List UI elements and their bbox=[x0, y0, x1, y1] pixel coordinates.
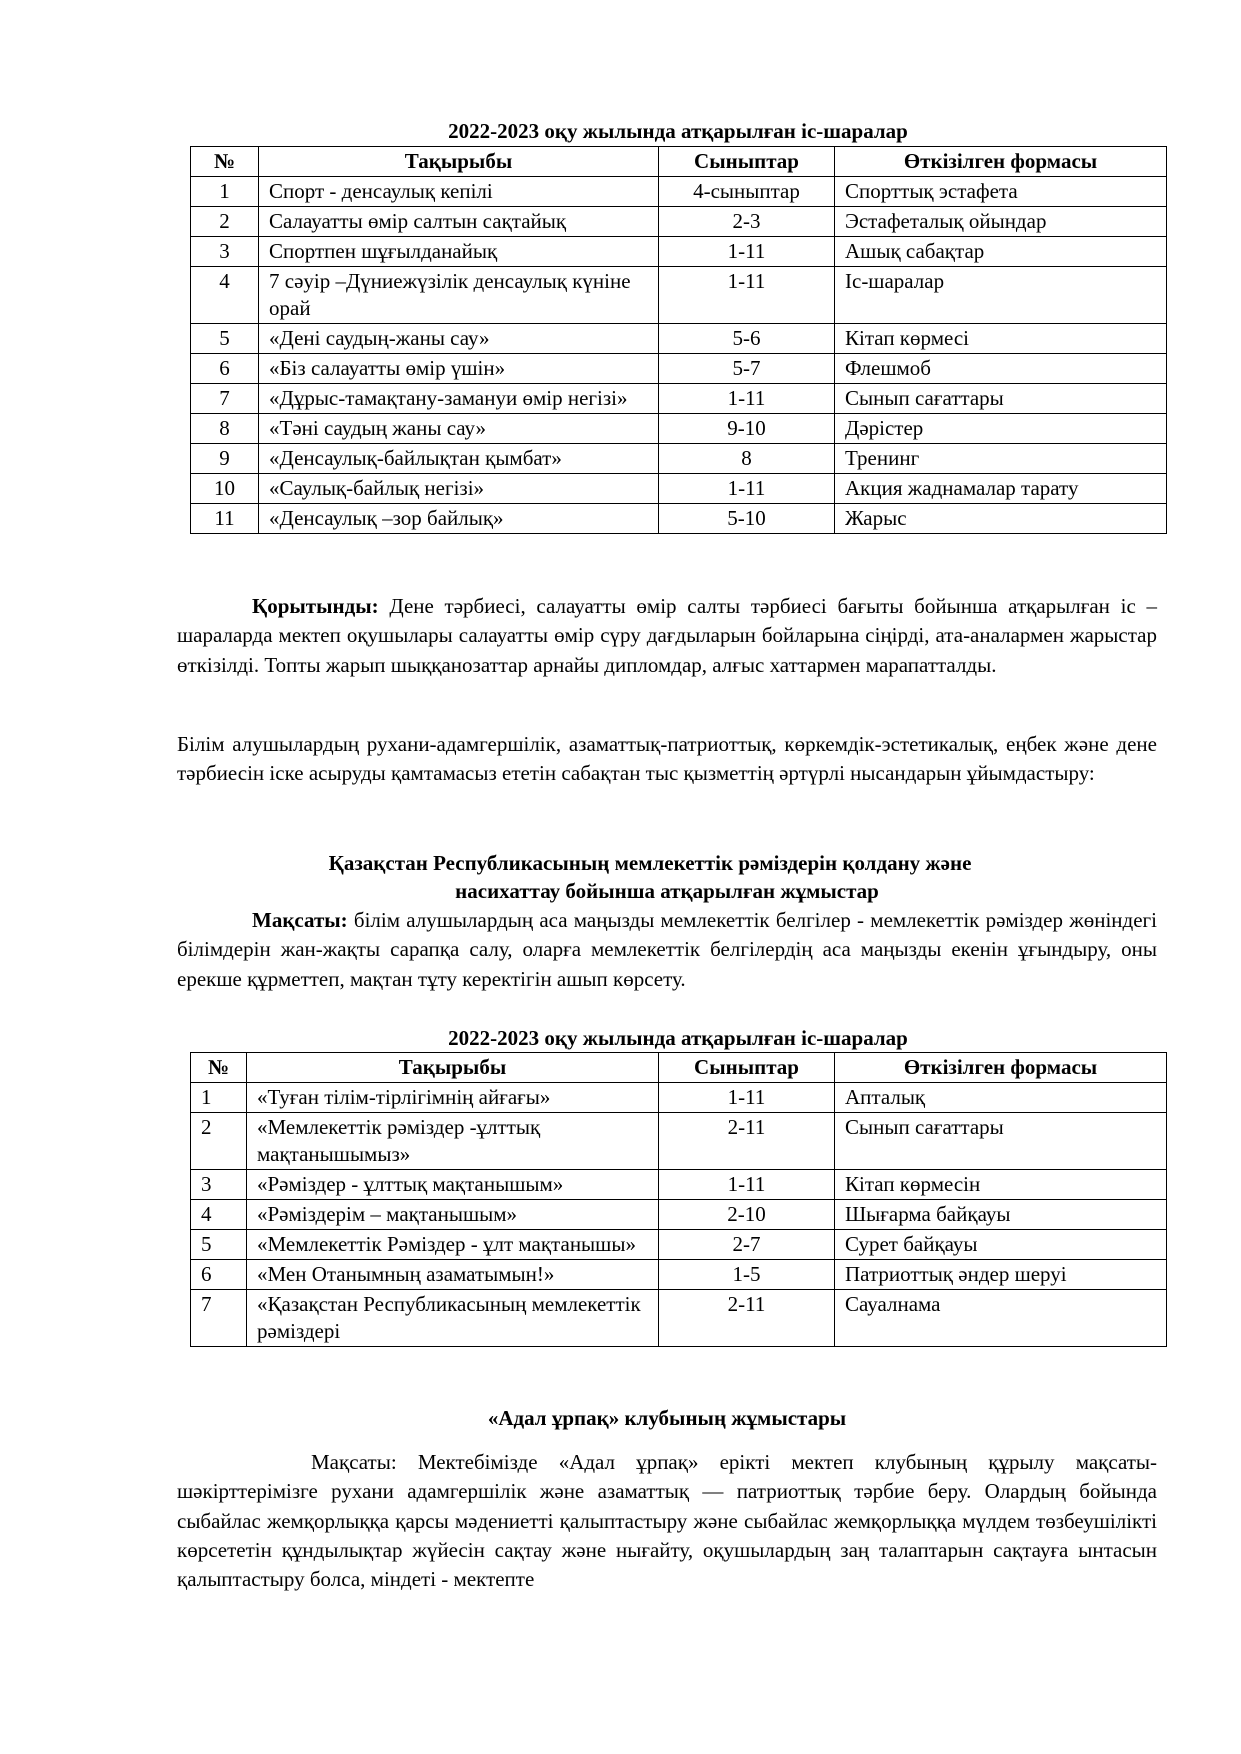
row-classes: 2-11 bbox=[659, 1290, 835, 1347]
row-form: Эстафеталық ойындар bbox=[835, 207, 1167, 237]
row-form: Акция жаднамалар тарату bbox=[835, 474, 1167, 504]
row-number: 7 bbox=[191, 1290, 247, 1347]
row-number: 11 bbox=[191, 504, 259, 534]
col-header-number: № bbox=[191, 1053, 247, 1083]
conclusion-text: Дене тәрбиесі, салауатты өмір салты тәрбиесі бағыты бойынша атқарылған іс –шараларда мектеп оқушылары салауатты өмір сүру дағдыларын бойларына сіңірді, ата-аналармен жарыстар өткізілді. Топты жарып шыққанозаттар арнайы дипломдар, алғыс хаттармен марапатталды. bbox=[177, 594, 1157, 677]
table-row bbox=[191, 1200, 1167, 1230]
row-number: 2 bbox=[191, 207, 259, 237]
table1-body bbox=[191, 177, 1167, 534]
row-topic: «Дұрыс-тамақтану-замануи өмір негізі» bbox=[259, 384, 659, 414]
row-form: Сынып сағаттары bbox=[835, 384, 1167, 414]
row-topic: «Мемлекеттік рәміздер -ұлттық мақтанышымыз» bbox=[247, 1113, 659, 1170]
row-topic: «Қазақстан Республикасының мемлекеттік рәміздері bbox=[247, 1290, 659, 1347]
table-row bbox=[191, 267, 1167, 324]
row-topic: «Мен Отанымның азаматымын!» bbox=[247, 1260, 659, 1290]
col-header-classes: Сыныптар bbox=[659, 147, 835, 177]
table-header-row bbox=[191, 147, 1167, 177]
table-row bbox=[191, 1260, 1167, 1290]
row-number: 3 bbox=[191, 237, 259, 267]
row-classes: 1-11 bbox=[659, 267, 835, 324]
row-topic: «Рәміздерім – мақтанышым» bbox=[247, 1200, 659, 1230]
row-form: Іс-шаралар bbox=[835, 267, 1167, 324]
row-topic: «Дені саудың-жаны сау» bbox=[259, 324, 659, 354]
row-topic: Салауатты өмір салтын сақтайық bbox=[259, 207, 659, 237]
row-topic: «Туған тілім-тірлігімнің айғағы» bbox=[247, 1083, 659, 1113]
row-form: Жарыс bbox=[835, 504, 1167, 534]
row-form: Дәрістер bbox=[835, 414, 1167, 444]
conclusion-label: Қорытынды: bbox=[252, 594, 379, 618]
conclusion-paragraph bbox=[177, 592, 1157, 680]
row-classes: 1-11 bbox=[659, 1170, 835, 1200]
row-number: 6 bbox=[191, 1260, 247, 1290]
symbols-goal-paragraph bbox=[177, 906, 1157, 994]
table-row bbox=[191, 474, 1167, 504]
table-row bbox=[191, 1170, 1167, 1200]
row-topic: «Тәні саудың жаны сау» bbox=[259, 414, 659, 444]
row-classes: 2-3 bbox=[659, 207, 835, 237]
events-table-health bbox=[190, 146, 1167, 534]
row-number: 3 bbox=[191, 1170, 247, 1200]
row-classes: 1-11 bbox=[659, 1083, 835, 1113]
row-form: Сурет байқауы bbox=[835, 1230, 1167, 1260]
row-form: Сынып сағаттары bbox=[835, 1113, 1167, 1170]
row-classes: 2-7 bbox=[659, 1230, 835, 1260]
goal-text: білім алушылардың аса маңызды мемлекеттік белгілер - мемлекеттік рәміздер жөніндегі білімдерін жан-жақты сарапқа салу, оларға мемлекеттік белгілердің аса маңызды екенін ұғындыру, оны ерекше құрметтеп, мақтан тұту керектігін ашып көрсету. bbox=[177, 908, 1157, 991]
row-number: 8 bbox=[191, 414, 259, 444]
row-classes: 1-5 bbox=[659, 1260, 835, 1290]
table-row bbox=[191, 207, 1167, 237]
row-number: 5 bbox=[191, 324, 259, 354]
table-row bbox=[191, 354, 1167, 384]
row-form: Спорттық эстафета bbox=[835, 177, 1167, 207]
table-row bbox=[191, 414, 1167, 444]
table-row bbox=[191, 177, 1167, 207]
row-form: Ашық сабақтар bbox=[835, 237, 1167, 267]
row-topic: «Денсаулық-байлықтан қымбат» bbox=[259, 444, 659, 474]
row-topic: «Мемлекеттік Рәміздер - ұлт мақтанышы» bbox=[247, 1230, 659, 1260]
row-number: 7 bbox=[191, 384, 259, 414]
events-table-symbols bbox=[190, 1052, 1167, 1347]
row-topic: Спортпен шұғылданайық bbox=[259, 237, 659, 267]
row-classes: 5-6 bbox=[659, 324, 835, 354]
table2-body bbox=[191, 1083, 1167, 1347]
row-topic: Спорт - денсаулық кепілі bbox=[259, 177, 659, 207]
row-number: 6 bbox=[191, 354, 259, 384]
row-number: 2 bbox=[191, 1113, 247, 1170]
row-classes: 2-10 bbox=[659, 1200, 835, 1230]
club-paragraph: Мақсаты: Мектебімізде «Адал ұрпақ» ерікті мектеп клубының құрылу мақсаты-шәкірттерімізге рухани адамгершілік және азаматтық — патриоттық тәрбие беру. Олардың бойында сыбайлас жемқорлыққа қарсы мәдениетті қалыптастыру және сыбайлас жемқорлыққа мүлдем төзбеушілікті көрсететін құндылықтар жүйесін сақтау және нығайту, оқушылардың заң талаптарын сақтауға ынтасын қалыптастыру болса, міндеті - мектепте bbox=[177, 1450, 1157, 1592]
row-form: Тренинг bbox=[835, 444, 1167, 474]
row-form: Сауалнама bbox=[835, 1290, 1167, 1347]
row-form: Кітап көрмесін bbox=[835, 1170, 1167, 1200]
table-row bbox=[191, 237, 1167, 267]
row-topic: «Денсаулық –зор байлық» bbox=[259, 504, 659, 534]
table2-caption: 2022-2023 оқу жылында атқарылған іс-шаралар bbox=[448, 1026, 908, 1050]
row-number: 10 bbox=[191, 474, 259, 504]
col-header-form: Өткізілген формасы bbox=[835, 147, 1167, 177]
col-header-form: Өткізілген формасы bbox=[835, 1053, 1167, 1083]
row-form: Кітап көрмесі bbox=[835, 324, 1167, 354]
row-number: 1 bbox=[191, 177, 259, 207]
table1-caption: 2022-2023 оқу жылында атқарылған іс-шаралар bbox=[448, 119, 908, 143]
table-row bbox=[191, 504, 1167, 534]
col-header-number: № bbox=[191, 147, 259, 177]
row-classes: 2-11 bbox=[659, 1113, 835, 1170]
row-form: Апталық bbox=[835, 1083, 1167, 1113]
row-classes: 1-11 bbox=[659, 384, 835, 414]
table-row bbox=[191, 1113, 1167, 1170]
col-header-topic: Тақырыбы bbox=[259, 147, 659, 177]
club-heading: «Адал ұрпақ» клубының жұмыстары bbox=[487, 1406, 847, 1430]
row-topic: «Рәміздер - ұлттық мақтанышым» bbox=[247, 1170, 659, 1200]
goal-label: Мақсаты: bbox=[252, 908, 348, 932]
col-header-topic: Тақырыбы bbox=[247, 1053, 659, 1083]
table-row bbox=[191, 384, 1167, 414]
table-header-row bbox=[191, 1053, 1167, 1083]
row-number: 1 bbox=[191, 1083, 247, 1113]
row-classes: 4-сыныптар bbox=[659, 177, 835, 207]
row-number: 9 bbox=[191, 444, 259, 474]
row-classes: 8 bbox=[659, 444, 835, 474]
row-number: 4 bbox=[191, 267, 259, 324]
row-form: Шығарма байқауы bbox=[835, 1200, 1167, 1230]
col-header-classes: Сыныптар bbox=[659, 1053, 835, 1083]
symbols-heading-line2: насихаттау бойынша атқарылған жұмыстар bbox=[455, 879, 879, 903]
row-classes: 5-10 bbox=[659, 504, 835, 534]
table-row bbox=[191, 444, 1167, 474]
row-topic: «Саулық-байлық негізі» bbox=[259, 474, 659, 504]
row-form: Патриоттық әндер шеруі bbox=[835, 1260, 1167, 1290]
row-classes: 1-11 bbox=[659, 237, 835, 267]
row-classes: 9-10 bbox=[659, 414, 835, 444]
table-row bbox=[191, 1083, 1167, 1113]
row-topic: «Біз салауатты өмір үшін» bbox=[259, 354, 659, 384]
table-row bbox=[191, 324, 1167, 354]
table-row bbox=[191, 1230, 1167, 1260]
row-classes: 1-11 bbox=[659, 474, 835, 504]
row-form: Флешмоб bbox=[835, 354, 1167, 384]
row-number: 4 bbox=[191, 1200, 247, 1230]
row-classes: 5-7 bbox=[659, 354, 835, 384]
row-number: 5 bbox=[191, 1230, 247, 1260]
table-row bbox=[191, 1290, 1167, 1347]
symbols-heading-line1: Қазақстан Республикасының мемлекеттік рәміздерін қолдану және bbox=[328, 851, 972, 875]
row-topic: 7 сәуір –Дүниежүзілік денсаулық күніне орай bbox=[259, 267, 659, 324]
intro-paragraph: Білім алушылардың рухани-адамгершілік, азаматтық-патриоттық, көркемдік-эстетикалық, еңбек және дене тәрбиесін іске асыруды қамтамасыз ететін сабақтан тыс қызметтің әртүрлі нысандарын ұйымдастыру: bbox=[177, 732, 1157, 786]
